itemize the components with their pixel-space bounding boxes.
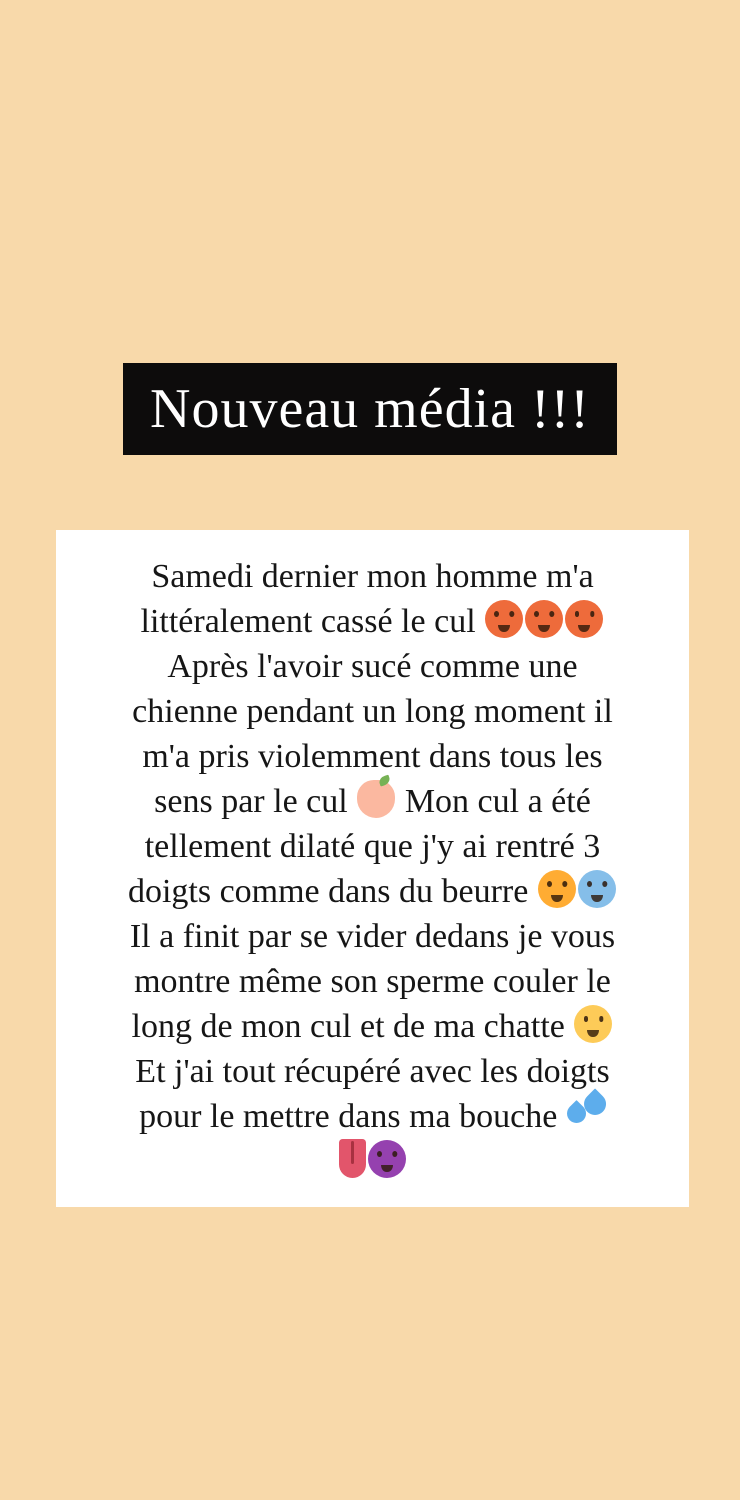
smiling-devil-emoji: [368, 1140, 406, 1178]
hot-face-emoji: [525, 600, 563, 638]
title-banner: [123, 363, 617, 455]
peach-emoji: [357, 780, 395, 818]
hot-face-emoji: [485, 600, 523, 638]
exploding-head-emoji: [538, 870, 576, 908]
screaming-face-emoji: [578, 870, 616, 908]
story-text-card: [56, 530, 689, 1207]
drooling-face-emoji: [574, 1005, 612, 1043]
sweat-droplets-emoji: [567, 1095, 605, 1133]
banner-text: Nouveau média !!!: [150, 378, 590, 440]
tongue-emoji: [339, 1139, 366, 1178]
story-text: Samedi dernier mon homme m'a littéralement cassé le cul Après l'avoir sucé comme une chienne pendant un long moment il m'a pris violemment dans tous les sens par le cul Mon cul a été tellement dilaté que j'y ai rentré 3 doigts comme dans du beurre Il a finit par se vider dedans je vous montre même son sperme couler le long de mon cul et de ma chatte Et j'ai tout récupéré avec les doigts pour le mettre dans ma bouche: [124, 554, 621, 1184]
hot-face-emoji: [565, 600, 603, 638]
